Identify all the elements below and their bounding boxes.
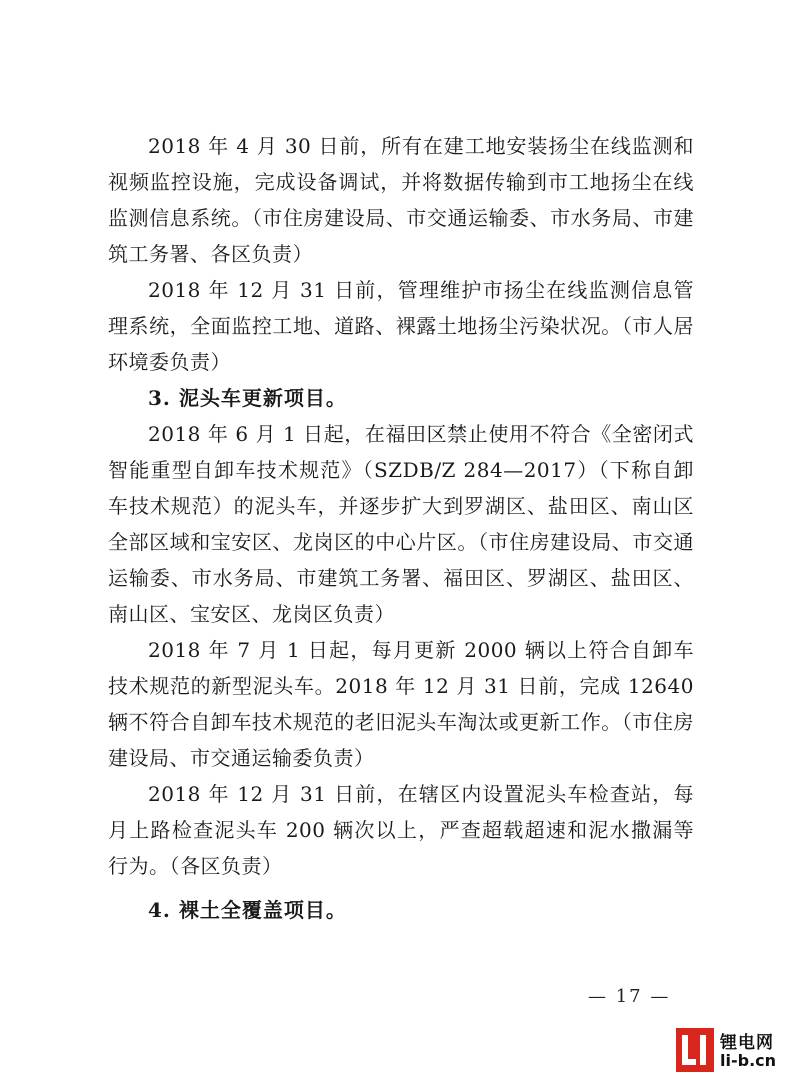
page-number: — 17 — [588,986,671,1007]
watermark-domain: li-b.cn [720,1051,777,1070]
paragraph-2: 2018 年 12 月 31 日前，管理维护市扬尘在线监测信息管理系统，全面监控工地、道路、裸露土地扬尘污染状况。（市人居环境委负责） [108,278,694,374]
li-b-logo-icon [676,1028,714,1072]
watermark-name: 锂电网 [720,1033,774,1053]
paragraph-1: 2018 年 4 月 30 日前，所有在建工地安装扬尘在线监测和视频监控设施，完成设备调试，并将数据传输到市工地扬尘在线监测信息系统。（市住房建设局、市交通运输委、市水务局、市建筑工务署、各区负责） [108,134,694,266]
section-3-paragraph-2: 2018 年 7 月 1 日起，每月更新 2000 辆以上符合自卸车技术规范的新型泥头车。2018 年 12 月 31 日前，完成 12640 辆不符合自卸车技术规范的老旧泥头车淘汰或更新工作。（市住房建设局、市交通运输委负责） [108,638,694,770]
watermark [676,1024,792,1076]
section-3-paragraph-3: 2018 年 12 月 31 日前，在辖区内设置泥头车检查站，每月上路检查泥头车 200 辆次以上，严查超载超速和泥水撒漏等行为。（各区负责） [108,782,694,878]
section-4-heading: 4. 裸土全覆盖项目。 [148,898,347,922]
section-3-heading: 3. 泥头车更新项目。 [148,386,347,410]
section-3-paragraph-1: 2018 年 6 月 1 日起，在福田区禁止使用不符合《全密闭式智能重型自卸车技术规范》（SZDB/Z 284—2017）（下称自卸车技术规范）的泥头车，并逐步扩大到罗湖区、盐田区、南山区全部区域和宝安区、龙岗区的中心片区。（市住房建设局、市交通运输委、市水务局、市建筑工务署、福田区、罗湖区、盐田区、南山区、宝安区、龙岗区负责） [108,422,694,626]
document-page [108,128,694,928]
